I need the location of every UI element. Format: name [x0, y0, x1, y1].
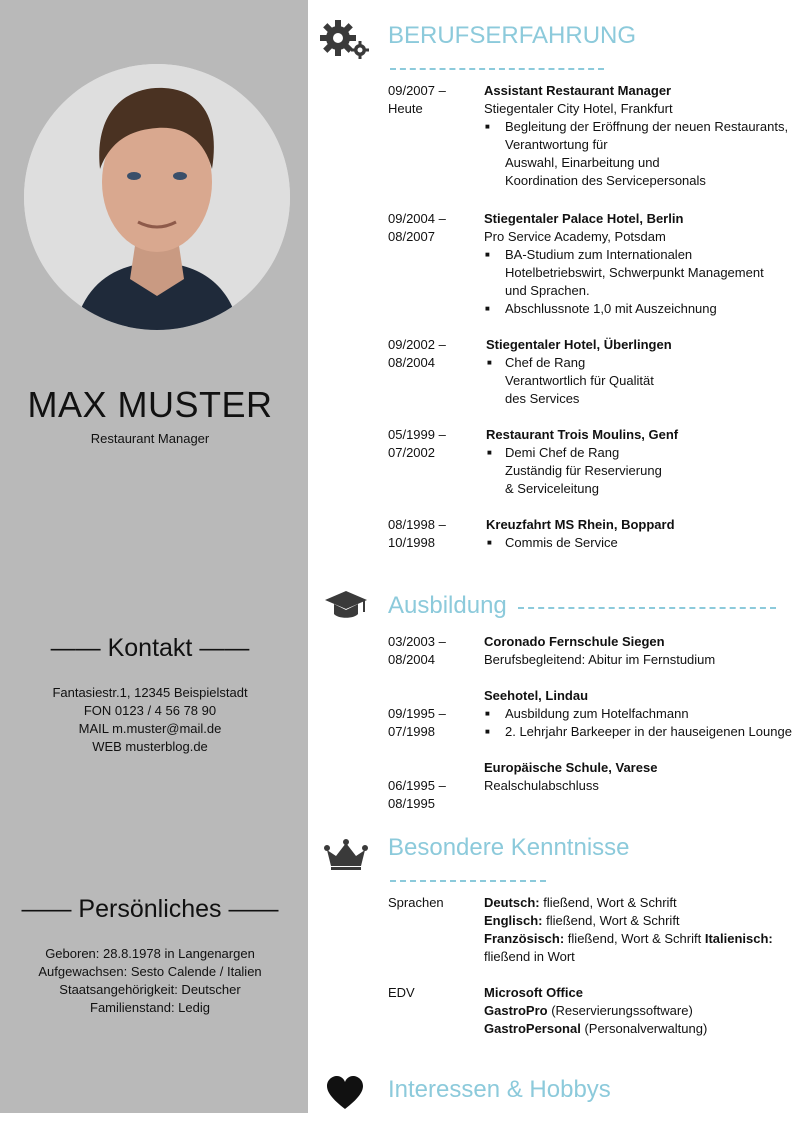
bullet-icon: ■	[485, 304, 490, 313]
experience-heading: BERUFSERFAHRUNG	[388, 22, 637, 49]
language-item: fließend in Wort	[484, 949, 575, 964]
edv-item: Microsoft Office	[484, 985, 583, 1000]
skills-heading: Besondere Kenntnisse	[388, 834, 630, 861]
education-rule	[518, 607, 776, 609]
edu2-title: Seehotel, Lindau	[484, 688, 589, 703]
personal-marital: Familienstand: Ledig	[90, 1000, 210, 1015]
exp4-date-start: 05/1999 –	[388, 427, 446, 442]
exp2-title: Stiegentaler Palace Hotel, Berlin	[484, 211, 684, 226]
exp4-date-end: 07/2002	[388, 445, 435, 460]
contact-address: Fantasiestr.1, 12345 Beispielstadt	[52, 685, 248, 700]
person-name: MAX MUSTER	[27, 384, 273, 425]
edu1-title: Coronado Fernschule Siegen	[484, 634, 665, 649]
exp1-sub: Stiegentaler City Hotel, Frankfurt	[484, 101, 673, 116]
exp5-bullet-line: Commis de Service	[505, 535, 618, 550]
exp1-date-start: 09/2007 –	[388, 83, 446, 98]
edu2-date-start: 09/1995 –	[388, 706, 446, 721]
edu2-bullet-line: Ausbildung zum Hotelfachmann	[505, 706, 689, 721]
exp4-bullet-line: Zuständig für Reservierung	[505, 463, 662, 478]
exp3-bullet-line: Verantwortlich für Qualität	[505, 373, 654, 388]
bullet-icon: ■	[487, 448, 492, 457]
contact-email[interactable]: MAIL m.muster@mail.de	[78, 721, 222, 736]
person-role: Restaurant Manager	[90, 431, 210, 446]
exp1-bullet-line: Verantwortung für	[505, 137, 608, 152]
exp2-sub: Pro Service Academy, Potsdam	[484, 229, 666, 244]
bullet-icon: ■	[487, 358, 492, 367]
exp5-title: Kreuzfahrt MS Rhein, Boppard	[486, 517, 675, 532]
heart-icon	[326, 1076, 366, 1116]
edu3-date-end: 08/1995	[388, 796, 435, 811]
edu2-bullet-line: 2. Lehrjahr Barkeeper in der hauseigenen Lounge	[505, 724, 792, 739]
portrait-image	[24, 64, 290, 330]
contact-details	[0, 684, 300, 756]
bullet-icon: ■	[485, 727, 490, 736]
skills-rule	[390, 880, 546, 882]
exp5-date-start: 08/1998 –	[388, 517, 446, 532]
bullet-icon: ■	[487, 538, 492, 547]
bullet-icon: ■	[485, 122, 490, 131]
bullet-icon: ■	[485, 250, 490, 259]
exp1-title: Assistant Restaurant Manager	[484, 83, 672, 98]
personal-birth: Geboren: 28.8.1978 in Langenargen	[45, 946, 255, 961]
exp3-title: Stiegentaler Hotel, Überlingen	[486, 337, 672, 352]
edu1-date-start: 03/2003 –	[388, 634, 446, 649]
exp3-date-start: 09/2002 –	[388, 337, 446, 352]
exp2-bullet-line: BA-Studium zum Internationalen	[505, 247, 693, 262]
personal-nationality: Staatsangehörigkeit: Deutscher	[59, 982, 241, 997]
edu1-date-end: 08/2004	[388, 652, 435, 667]
hobbies-heading: Interessen & Hobbys	[388, 1076, 611, 1103]
exp4-title: Restaurant Trois Moulins, Genf	[486, 427, 679, 442]
experience-rule	[390, 68, 604, 70]
exp2-bullet-line: Abschlussnote 1,0 mit Auszeichnung	[505, 301, 717, 316]
personal-heading: —— Persönliches ——	[21, 895, 279, 923]
exp3-date-end: 08/2004	[388, 355, 435, 370]
contact-phone: FON 0123 / 4 56 78 90	[83, 703, 217, 718]
language-item: Deutsch: fließend, Wort & Schrift	[484, 895, 677, 910]
contact-heading: —— Kontakt ——	[50, 634, 250, 662]
exp1-bullet-line: Koordination des Servicepersonals	[505, 173, 706, 188]
edu3-date-start: 06/1995 –	[388, 778, 446, 793]
personal-details	[0, 945, 300, 1017]
edv-label: EDV	[388, 985, 415, 1000]
edu1-sub: Berufsbegleitend: Abitur im Fernstudium	[484, 652, 716, 667]
exp5-date-end: 10/1998	[388, 535, 435, 550]
edv-item: GastroPersonal (Personalverwaltung)	[484, 1021, 708, 1036]
personal-raised: Aufgewachsen: Sesto Calende / Italien	[38, 964, 262, 979]
exp2-bullet-line: und Sprachen.	[505, 283, 590, 298]
edv-item: GastroPro (Reservierungssoftware)	[484, 1003, 693, 1018]
gears-icon	[320, 20, 360, 60]
exp1-bullet-line: Begleitung der Eröffnung der neuen Restaurants,	[505, 119, 789, 134]
crown-icon	[324, 838, 364, 878]
languages-label: Sprachen	[388, 895, 444, 910]
exp2-bullet-line: Hotelbetriebswirt, Schwerpunkt Management	[505, 265, 764, 280]
graduation-cap-icon	[324, 588, 364, 628]
contact-website[interactable]: WEB musterblog.de	[92, 739, 208, 754]
exp3-bullet-line: Chef de Rang	[505, 355, 586, 370]
edu3-title: Europäische Schule, Varese	[484, 760, 658, 775]
exp2-date-end: 08/2007	[388, 229, 435, 244]
exp1-date-end: Heute	[388, 101, 423, 116]
language-item: Englisch: fließend, Wort & Schrift	[484, 913, 680, 928]
profile-photo	[24, 64, 290, 330]
edu3-sub: Realschulabschluss	[484, 778, 599, 793]
language-item: Französisch: fließend, Wort & Schrift Italienisch:	[484, 931, 773, 946]
exp4-bullet-line: Demi Chef de Rang	[505, 445, 620, 460]
exp4-bullet-line: & Serviceleitung	[505, 481, 599, 496]
bullet-icon: ■	[485, 709, 490, 718]
edu2-date-end: 07/1998	[388, 724, 435, 739]
exp2-date-start: 09/2004 –	[388, 211, 446, 226]
exp1-bullet-line: Auswahl, Einarbeitung und	[505, 155, 660, 170]
exp3-bullet-line: des Services	[505, 391, 580, 406]
education-heading: Ausbildung	[388, 592, 507, 619]
